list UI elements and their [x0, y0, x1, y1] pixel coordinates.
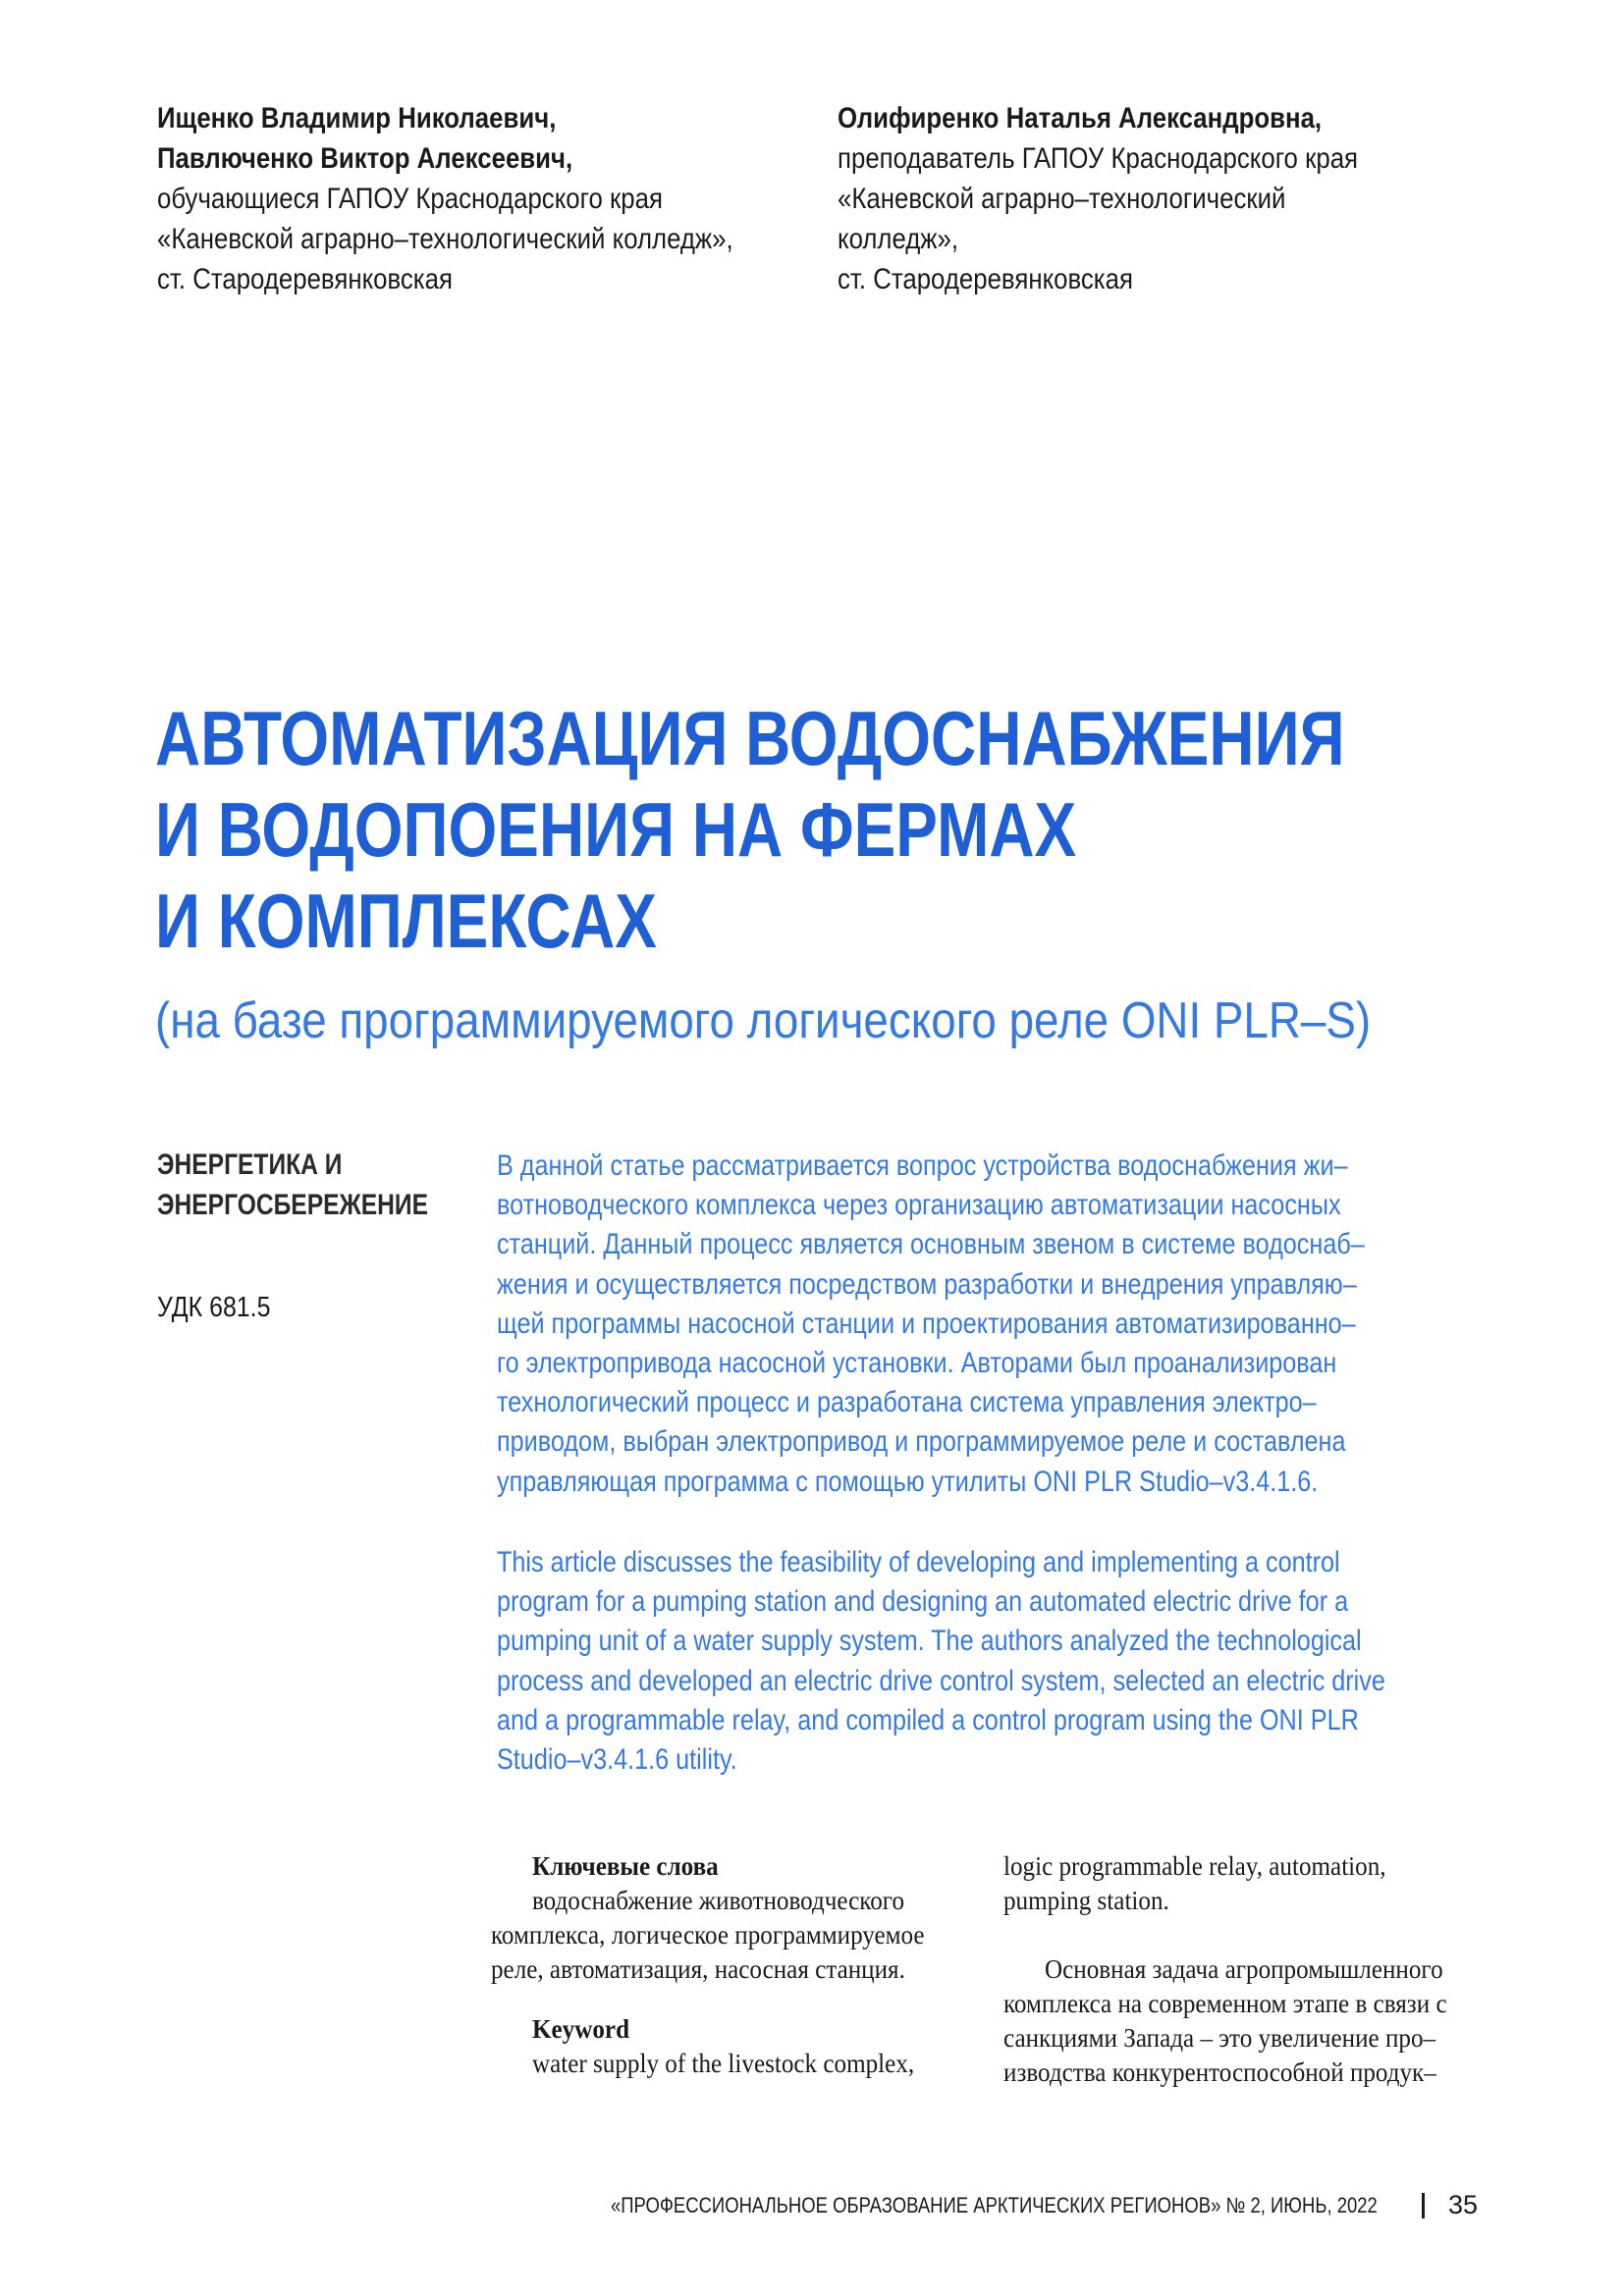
body-column-right: [1003, 1849, 1481, 2090]
keywords-heading: Keyword: [532, 2014, 630, 2044]
abstract-line: process and developed an electric drive control system, selected an electric drive: [497, 1664, 1385, 1697]
body-line: изводства конкурентоспособной продук–: [1003, 2057, 1436, 2087]
keywords-line: реле, автоматизация, насосная станция.: [491, 1954, 905, 1984]
abstract-line: В данной статье рассматривается вопрос устройства водоснабжения жи–: [497, 1149, 1348, 1182]
keywords-en: [491, 2012, 943, 2081]
abstract-en: [497, 1543, 1554, 1780]
article-title: [155, 693, 1606, 967]
body-line: комплекса на современном этапе в связи с: [1003, 1989, 1447, 2018]
abstract-line: управляющая программа с помощью утилиты ONI PLR Studio–v3.4.1.6.: [497, 1465, 1319, 1498]
title-line: АВТОМАТИЗАЦИЯ ВОДОСНАБЖЕНИЯ: [155, 695, 1345, 781]
rubric-line: ЭНЕРГОСБЕРЕЖЕНИЕ: [157, 1189, 429, 1221]
abstract-line: вотноводческого комплекса через организацию автоматизации насосных: [497, 1189, 1341, 1222]
abstract-line: станций. Данный процесс является основным звеном в системе водоснаб–: [497, 1228, 1365, 1261]
abstract-line: This article discusses the feasibility of developing and implementing a control: [497, 1546, 1340, 1578]
keywords-line: водоснабжение животноводческого: [532, 1886, 905, 1915]
title-line: И ВОДОПОЕНИЯ НА ФЕРМАХ: [155, 786, 1077, 873]
affiliation-line: «Каневской аграрно–технологический колледж»,: [157, 223, 733, 255]
body-line: Основная задача агропромышленного: [1045, 1954, 1443, 1984]
affiliation-line: ст. Стародеревянковская: [838, 263, 1133, 295]
keywords-line: water supply of the livestock complex,: [532, 2049, 915, 2078]
keywords-line: комплекса, логическое программируемое: [491, 1920, 925, 1949]
keywords-heading: Ключевые слова: [532, 1851, 719, 1881]
page-number: 35: [1448, 2190, 1479, 2219]
body-line: санкциями Запада – это увеличение про–: [1003, 2023, 1436, 2053]
affiliation-line: ст. Стародеревянковская: [157, 263, 453, 295]
authors-left: [157, 98, 827, 299]
affiliation-line: «Каневской аграрно–технологический: [838, 183, 1286, 215]
author-line: Ищенко Владимир Николаевич,: [157, 102, 557, 134]
keywords-ru: [491, 1849, 957, 1987]
abstract-ru: [497, 1147, 1530, 1502]
footer-divider: [1422, 2193, 1425, 2218]
abstract-line: program for a pumping station and designing an automated electric drive for a: [497, 1585, 1349, 1619]
author-line: Олифиренко Наталья Александровна,: [838, 102, 1323, 134]
title-line: И КОМПЛЕКСАХ: [155, 878, 657, 964]
udk-code: УДК 681.5: [157, 1292, 271, 1323]
abstract-line: pumping unit of a water supply system. The authors analyzed the technological: [497, 1625, 1362, 1658]
keywords-line: pumping station.: [1003, 1886, 1169, 1915]
abstract-line: технологический процесс и разработана система управления электро–: [497, 1386, 1317, 1419]
affiliation-line: обучающиеся ГАПОУ Краснодарского края: [157, 183, 663, 215]
abstract-line: щей программы насосной станции и проектирования автоматизированно–: [497, 1307, 1356, 1340]
authors-right: [838, 98, 1442, 299]
abstract-line: приводом, выбран электропривод и программируемое реле и составлена: [497, 1425, 1346, 1459]
affiliation-line: преподаватель ГАПОУ Краснодарского края: [838, 142, 1359, 175]
affiliation-line: колледж»,: [838, 223, 959, 255]
author-line: Павлюченко Виктор Алексеевич,: [157, 142, 573, 175]
article-subtitle: (на базе программируемого логического реле ONI PLR–S): [155, 992, 1372, 1049]
rubric-line: ЭНЕРГЕТИКА И: [157, 1148, 343, 1181]
abstract-line: and a programmable relay, and compiled a control program using the ONI PLR: [497, 1703, 1359, 1736]
abstract-line: жения и осуществляется посредством разработки и внедрения управляю–: [497, 1267, 1357, 1301]
abstract-line: го электропривода насосной установки. Авторами был проанализирован: [497, 1346, 1337, 1379]
running-footer: «ПРОФЕССИОНАЛЬНОЕ ОБРАЗОВАНИЕ АРКТИЧЕСКИХ РЕГИОНОВ» № 2, ИЮНЬ, 2022: [611, 2193, 1378, 2217]
abstract-line: Studio–v3.4.1.6 utility.: [497, 1742, 737, 1776]
keywords-line: logic programmable relay, automation,: [1003, 1851, 1386, 1881]
blank-line: [1003, 1918, 1481, 1952]
rubric: [157, 1145, 488, 1225]
